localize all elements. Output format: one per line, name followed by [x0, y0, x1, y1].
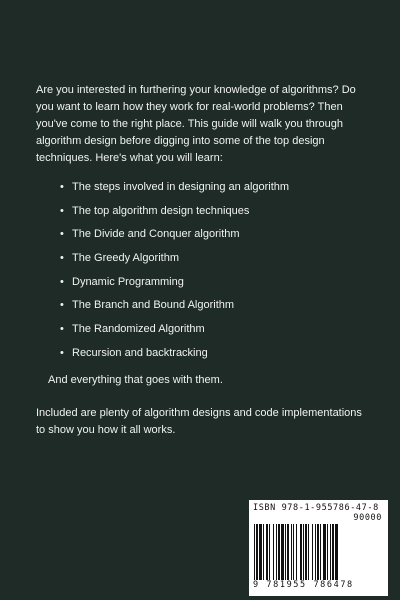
list-item-text: The Randomized Algorithm: [72, 323, 205, 336]
list-item-text: The Branch and Bound Algorithm: [72, 299, 235, 312]
isbn-barcode: [249, 500, 388, 596]
list-item-text: The Greedy Algorithm: [72, 252, 179, 265]
list-item-text: The Divide and Conquer algorithm: [72, 228, 240, 241]
list-item: [36, 179, 366, 203]
isbn-label: ISBN 978-1-955786-47-8: [253, 503, 379, 513]
bullet-icon: •: [60, 228, 64, 241]
description-block: [36, 82, 366, 439]
list-item-text: Dynamic Programming: [72, 275, 184, 288]
outro-paragraph: Included are plenty of algorithm designs and code implementations to show you how it all works.: [36, 406, 362, 436]
list-item-text: The top algorithm design techniques: [72, 204, 250, 217]
bullet-icon: •: [60, 181, 64, 193]
list-item: [36, 274, 366, 298]
list-item-text: The steps involved in designing an algorithm: [72, 181, 290, 193]
list-item: [36, 226, 366, 250]
bullet-icon: •: [60, 252, 64, 265]
bullet-icon: •: [60, 323, 64, 336]
list-item: [36, 297, 366, 321]
intro-paragraph: Are you interested in furthering your knowledge of algorithms? Do you want to learn how they work for real-world problems? Then you've come to the right place. This guide will walk you through algorithm design before digging into some of the top design techniques. Here's what you will learn:: [36, 84, 356, 164]
bullet-icon: •: [60, 204, 64, 217]
bullet-icon: •: [60, 346, 64, 359]
barcode-bars-icon: [253, 524, 384, 580]
list-item: [36, 345, 366, 369]
price-code: 90000: [353, 513, 382, 523]
barcode-number: 9 781955 786478: [253, 580, 354, 590]
bullet-icon: •: [60, 299, 64, 312]
closing-line: And everything that goes with them.: [48, 373, 223, 386]
learning-list: [36, 179, 366, 369]
bullet-icon: •: [60, 275, 64, 288]
list-item: [36, 250, 366, 274]
list-item-text: Recursion and backtracking: [72, 346, 208, 359]
list-item: [36, 203, 366, 227]
list-item: [36, 321, 366, 345]
